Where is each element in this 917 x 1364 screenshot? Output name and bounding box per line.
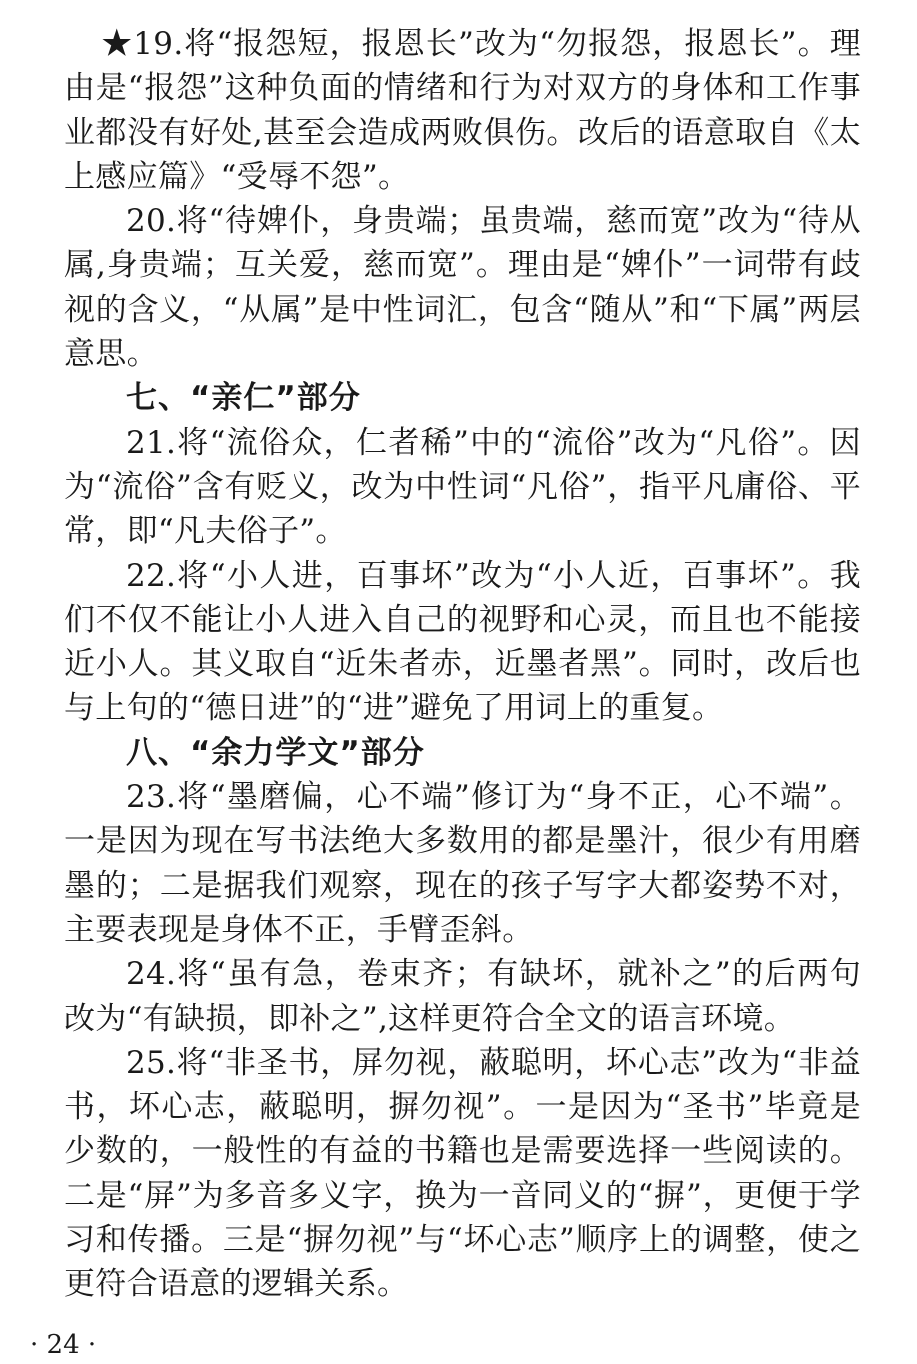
paragraph-item-19: ★19.将“报怨短，报恩长”改为“勿报怨，报恩长”。理由是“报怨”这种负面的情绪和行为对双方的身体和工作事业都没有好处,甚至会造成两败俱伤。改后的语意取自《太上感应篇》“受辱不怨”。 [64,26,861,195]
section-heading-yuli-xuewen: 八、“余力学文”部分 [126,734,425,771]
page-number: · 24 · [30,1330,97,1360]
paragraph-item-24: 24.将“虽有急，卷束齐；有缺坏，就补之”的后两句改为“有缺损，即补之”,这样更符合全文的语言环境。 [64,956,861,1037]
paragraph-item-25: 25.将“非圣书，屏勿视，蔽聪明，坏心志”改为“非益书，坏心志，蔽聪明，摒勿视”。一是因为“圣书”毕竟是少数的，一般性的有益的书籍也是需要选择一些阅读的。二是“屏”为多音多义字，换为一音同义的“摒”，更便于学习和传播。三是“摒勿视”与“坏心志”顺序上的调整，使之更符合语意的逻辑关系。 [64,1044,861,1303]
paragraph-item-23: 23.将“墨磨偏，心不端”修订为“身不正，心不端”。一是因为现在写书法绝大多数用的都是墨汁，很少有用磨墨的；二是据我们观察，现在的孩子写字大都姿势不对，主要表现是身体不正，手臂歪斜。 [64,779,861,948]
paragraph-item-20: 20.将“待婢仆，身贵端；虽贵端，慈而宽”改为“待从属,身贵端；互关爱，慈而宽”。理由是“婢仆”一词带有歧视的含义，“从属”是中性词汇，包含“随从”和“下属”两层意思。 [64,203,861,373]
paragraph-item-22: 22.将“小人进，百事坏”改为“小人近，百事坏”。我们不仅不能让小人进入自己的视野和心灵，而且也不能接近小人。其义取自“近朱者赤，近墨者黑”。同时，改后也与上句的“德日进”的“进”避免了用词上的重复。 [64,557,861,727]
paragraph-item-21: 21.将“流俗众，仁者稀”中的“流俗”改为“凡俗”。因为“流俗”含有贬义，改为中性词“凡俗”，指平凡庸俗、平常，即“凡夫俗子”。 [64,424,861,550]
section-heading-qinren: 七、“亲仁”部分 [126,380,361,417]
